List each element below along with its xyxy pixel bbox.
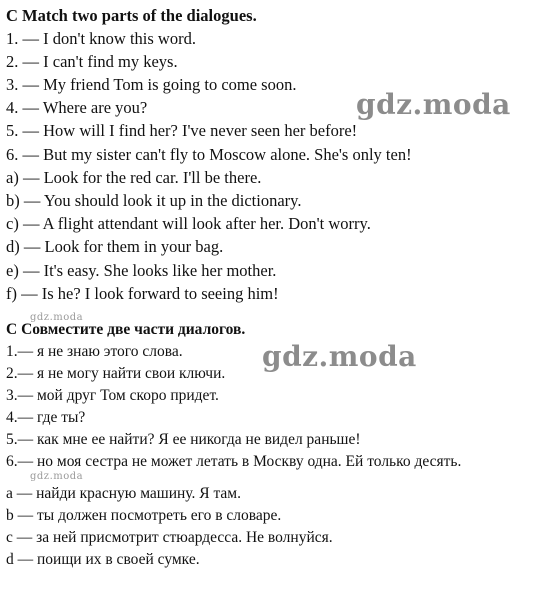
english-item: 6. — But my sister can't fly to Moscow alone. She's only ten! xyxy=(6,145,412,164)
english-heading: C Match two parts of the dialogues. xyxy=(6,6,257,25)
watermark-small: gdz.moda xyxy=(30,312,84,323)
russian-item: c — за ней присмотрит стюардесса. Не волнуйся. xyxy=(6,529,333,546)
russian-item: 1.— я не знаю этого слова. xyxy=(6,343,183,360)
english-item: c) — A flight attendant will look after her. Don't worry. xyxy=(6,214,371,233)
english-item: 4. — Where are you? xyxy=(6,98,148,117)
english-item: e) — It's easy. She looks like her mother. xyxy=(6,261,277,280)
watermark-logo: gdz.moda xyxy=(356,88,511,121)
russian-item: 2.— я не могу найти свои ключи. xyxy=(6,365,226,382)
russian-item: 4.— где ты? xyxy=(6,409,86,426)
english-item: d) — Look for them in your bag. xyxy=(6,237,224,256)
watermark-logo: gdz.moda xyxy=(262,340,417,373)
english-item: b) — You should look it up in the dictionary. xyxy=(6,191,302,210)
russian-item: b — ты должен посмотреть его в словаре. xyxy=(6,507,282,524)
english-item: a) — Look for the red car. I'll be there. xyxy=(6,168,262,187)
russian-item: 3.— мой друг Том скоро придет. xyxy=(6,387,219,404)
english-item: 1. — I don't know this word. xyxy=(6,29,196,48)
english-item: f) — Is he? I look forward to seeing him! xyxy=(6,284,279,303)
english-item: 2. — I can't find my keys. xyxy=(6,52,178,71)
russian-item: a — найди красную машину. Я там. xyxy=(6,485,241,502)
russian-item: 5.— как мне ее найти? Я ее никогда не видел раньше! xyxy=(6,431,361,448)
russian-item: d — поищи их в своей сумке. xyxy=(6,551,200,568)
english-item: 3. — My friend Tom is going to come soon. xyxy=(6,75,297,94)
russian-item: 6.— но моя сестра не может летать в Москву одна. Ей только десять. xyxy=(6,453,462,470)
russian-heading: C Совместите две части диалогов. xyxy=(6,321,246,338)
english-item: 5. — How will I find her? I've never seen her before! xyxy=(6,121,358,140)
watermark-small: gdz.moda xyxy=(30,471,84,482)
